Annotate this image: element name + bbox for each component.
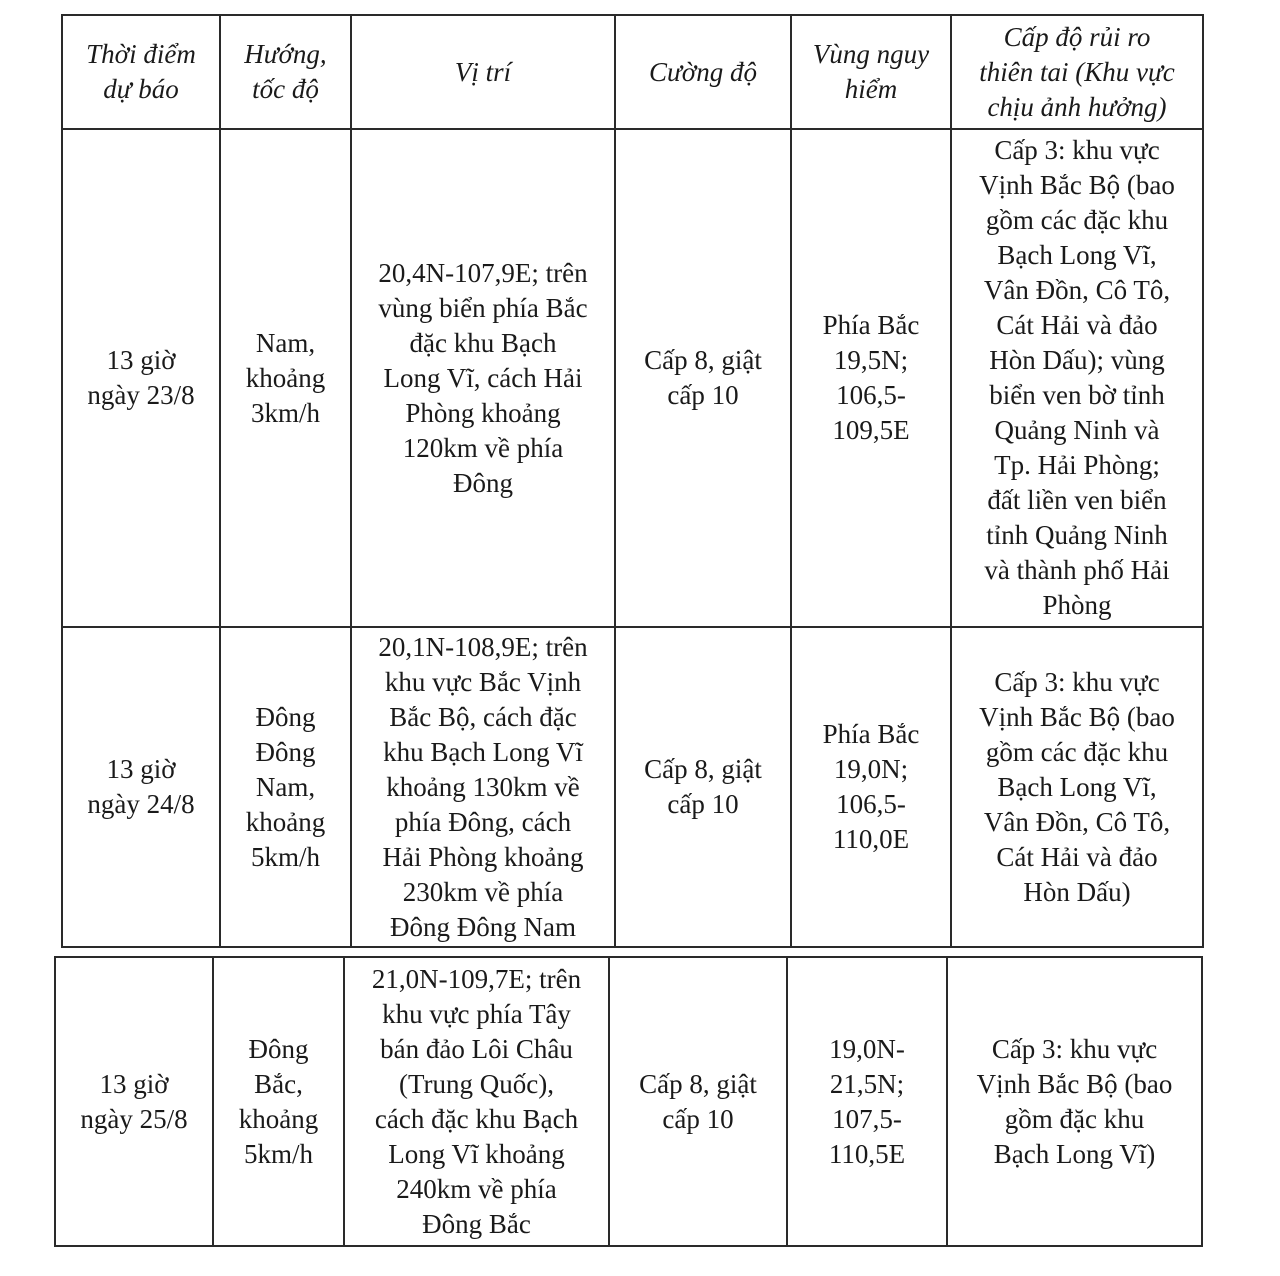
table-row: [62, 129, 1203, 627]
cell-danger-zone: Phía Bắc 19,5N; 106,5- 109,5E: [791, 129, 951, 627]
cell-direction: Đông Đông Nam, khoảng 5km/h: [220, 627, 351, 947]
cell-risk: Cấp 3: khu vực Vịnh Bắc Bộ (bao gồm các đặc khu Bạch Long Vĩ, Vân Đồn, Cô Tô, Cát Hải và đảo Hòn Dấu); vùng biển ven bờ tỉnh Quảng Ninh và Tp. Hải Phòng; đất liền ven biển tỉnh Quảng Ninh và thành phố Hải Phòng: [951, 129, 1203, 627]
cell-time: 13 giờ ngày 23/8: [62, 129, 220, 627]
cell-intensity: Cấp 8, giật cấp 10: [615, 627, 791, 947]
forecast-table: [61, 14, 1204, 948]
header-danger-zone: Vùng nguy hiểm: [791, 15, 951, 129]
header-risk: Cấp độ rủi ro thiên tai (Khu vực chịu ảnh hưởng): [951, 15, 1203, 129]
header-row: [62, 15, 1203, 129]
table-row: [55, 957, 1202, 1246]
cell-position: 21,0N-109,7E; trên khu vực phía Tây bán đảo Lôi Châu (Trung Quốc), cách đặc khu Bạch Long Vĩ khoảng 240km về phía Đông Bắc: [344, 957, 609, 1246]
cell-intensity: Cấp 8, giật cấp 10: [609, 957, 787, 1246]
cell-intensity: Cấp 8, giật cấp 10: [615, 129, 791, 627]
cell-danger-zone: Phía Bắc 19,0N; 106,5- 110,0E: [791, 627, 951, 947]
cell-risk: Cấp 3: khu vực Vịnh Bắc Bộ (bao gồm đặc khu Bạch Long Vĩ): [947, 957, 1202, 1246]
cell-direction: Nam, khoảng 3km/h: [220, 129, 351, 627]
cell-direction: Đông Bắc, khoảng 5km/h: [213, 957, 344, 1246]
cell-position: 20,1N-108,9E; trên khu vực Bắc Vịnh Bắc Bộ, cách đặc khu Bạch Long Vĩ khoảng 130km về phía Đông, cách Hải Phòng khoảng 230km về phía Đông Đông Nam: [351, 627, 615, 947]
cell-time: 13 giờ ngày 25/8: [55, 957, 213, 1246]
cell-danger-zone: 19,0N- 21,5N; 107,5- 110,5E: [787, 957, 947, 1246]
table-row: [62, 627, 1203, 947]
header-position: Vị trí: [351, 15, 615, 129]
header-intensity: Cường độ: [615, 15, 791, 129]
header-time: Thời điểm dự báo: [62, 15, 220, 129]
cell-position: 20,4N-107,9E; trên vùng biển phía Bắc đặc khu Bạch Long Vĩ, cách Hải Phòng khoảng 120km về phía Đông: [351, 129, 615, 627]
cell-risk: Cấp 3: khu vực Vịnh Bắc Bộ (bao gồm các đặc khu Bạch Long Vĩ, Vân Đồn, Cô Tô, Cát Hải và đảo Hòn Dấu): [951, 627, 1203, 947]
forecast-table-continued: [54, 956, 1203, 1247]
header-direction: Hướng, tốc độ: [220, 15, 351, 129]
cell-time: 13 giờ ngày 24/8: [62, 627, 220, 947]
